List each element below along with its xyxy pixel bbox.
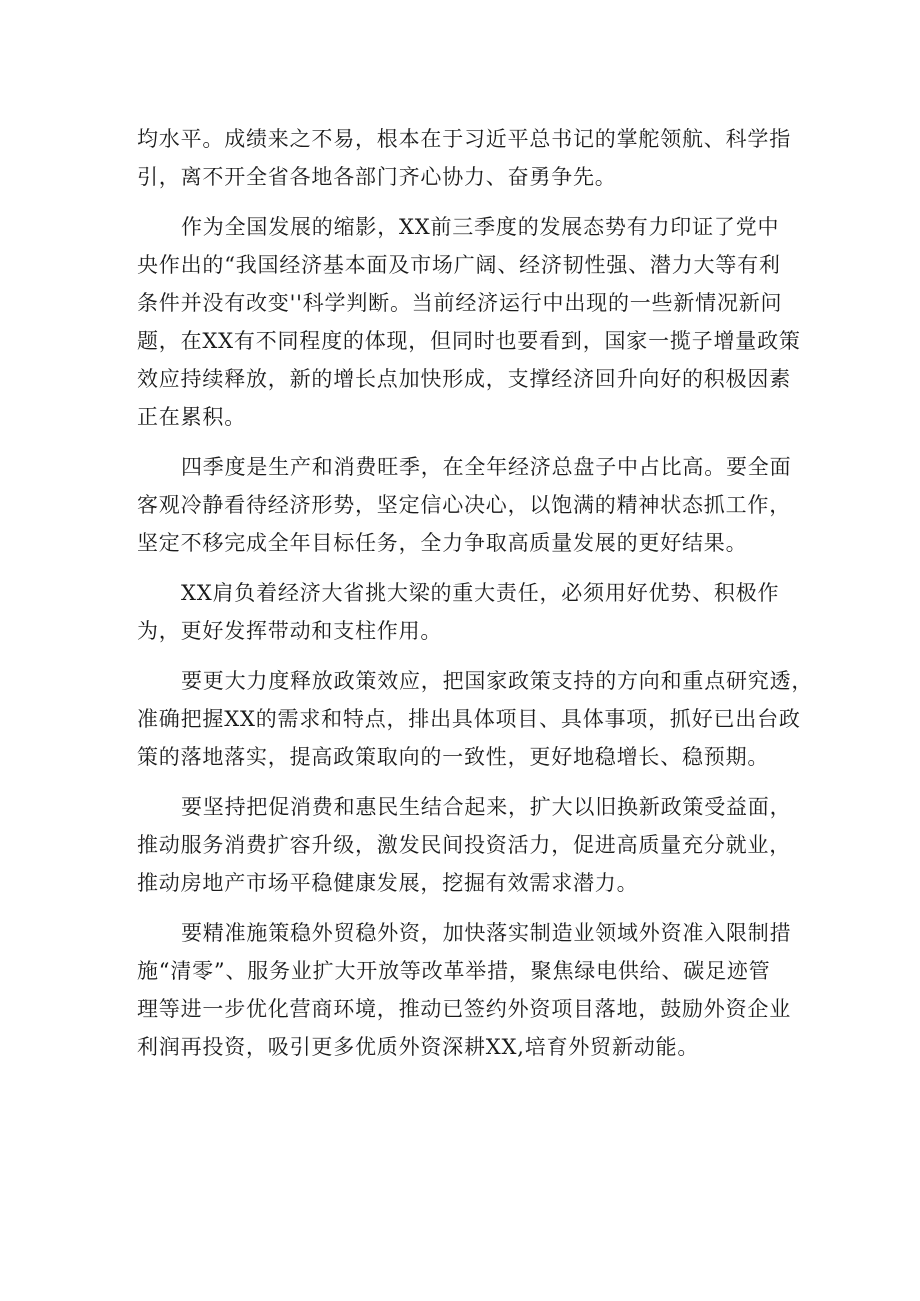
text-line: 准确把握XX的需求和特点，排出具体项目、具体事项，抓好已出台政 xyxy=(137,707,801,731)
text-line: XX肩负着经济大省挑大梁的重大责任，必须用好优势、积极作 xyxy=(181,581,780,605)
text-line: 均水平。成绩来之不易，根本在于习近平总书记的掌舵领航、科学指 xyxy=(137,127,791,151)
text-line: 题，在XX有不同程度的体现，但同时也要看到，国家一揽子增量政策 xyxy=(137,329,801,353)
text-line: 利润再投资，吸引更多优质外资深耕XX,培育外贸新动能。 xyxy=(137,1035,700,1059)
paragraph-6 xyxy=(137,788,807,902)
text-line: 坚定不移完成全年目标任务，全力争取高质量发展的更好结果。 xyxy=(137,531,748,555)
text-line: 正在累积。 xyxy=(137,405,246,429)
document-body xyxy=(137,120,814,1066)
text-line: 条件并没有改变''科学判断。当前经济运行中出现的一些新情况新问 xyxy=(137,291,783,315)
text-line: 四季度是生产和消费旺季，在全年经济总盘子中占比高。要全面 xyxy=(181,455,792,479)
paragraph-1-continuation xyxy=(137,120,807,196)
text-line: 理等进一步优化营商环境，推动已签约外资项目落地，鼓励外资企业 xyxy=(137,997,791,1021)
text-line: 推动房地产市场平稳健康发展，挖掘有效需求潜力。 xyxy=(137,871,639,895)
text-line: 施“清零”、服务业扩大开放等改革举措，聚焦绿电供给、碳足迹管 xyxy=(137,959,771,983)
text-line: 策的落地落实，提高政策取向的一致性，更好地稳增长、稳预期。 xyxy=(137,745,770,769)
text-line: 要坚持把促消费和惠民生结合起来，扩大以旧换新政策受益面， xyxy=(181,795,792,819)
text-line: 客观冷静看待经济形势，坚定信心决心，以饱满的精神状态抓工作， xyxy=(137,493,791,517)
paragraph-2 xyxy=(137,208,807,436)
text-line: 引，离不开全省各地各部门齐心协力、奋勇争先。 xyxy=(137,165,617,189)
paragraph-4 xyxy=(137,574,807,650)
text-line: 为，更好发挥带动和支柱作用。 xyxy=(137,619,443,643)
text-line: 效应持续释放，新的增长点加快形成，支撑经济回升向好的积极因素 xyxy=(137,367,791,391)
text-line: 央作出的“我国经济基本面及市场广阔、经济韧性强、潜力大等有利 xyxy=(137,253,781,277)
text-line: 作为全国发展的缩影，XX前三季度的发展态势有力印证了党中 xyxy=(181,215,780,239)
text-line: 要精准施策稳外贸稳外资，加快落实制造业领域外资准入限制措 xyxy=(181,921,792,945)
paragraph-5 xyxy=(137,662,814,776)
paragraph-3 xyxy=(137,448,807,562)
paragraph-7 xyxy=(137,914,807,1066)
text-line: 推动服务消费扩容升级，激发民间投资活力，促进高质量充分就业， xyxy=(137,833,791,857)
text-line: 要更大力度释放政策效应，把国家政策支持的方向和重点研究透， xyxy=(181,669,814,693)
